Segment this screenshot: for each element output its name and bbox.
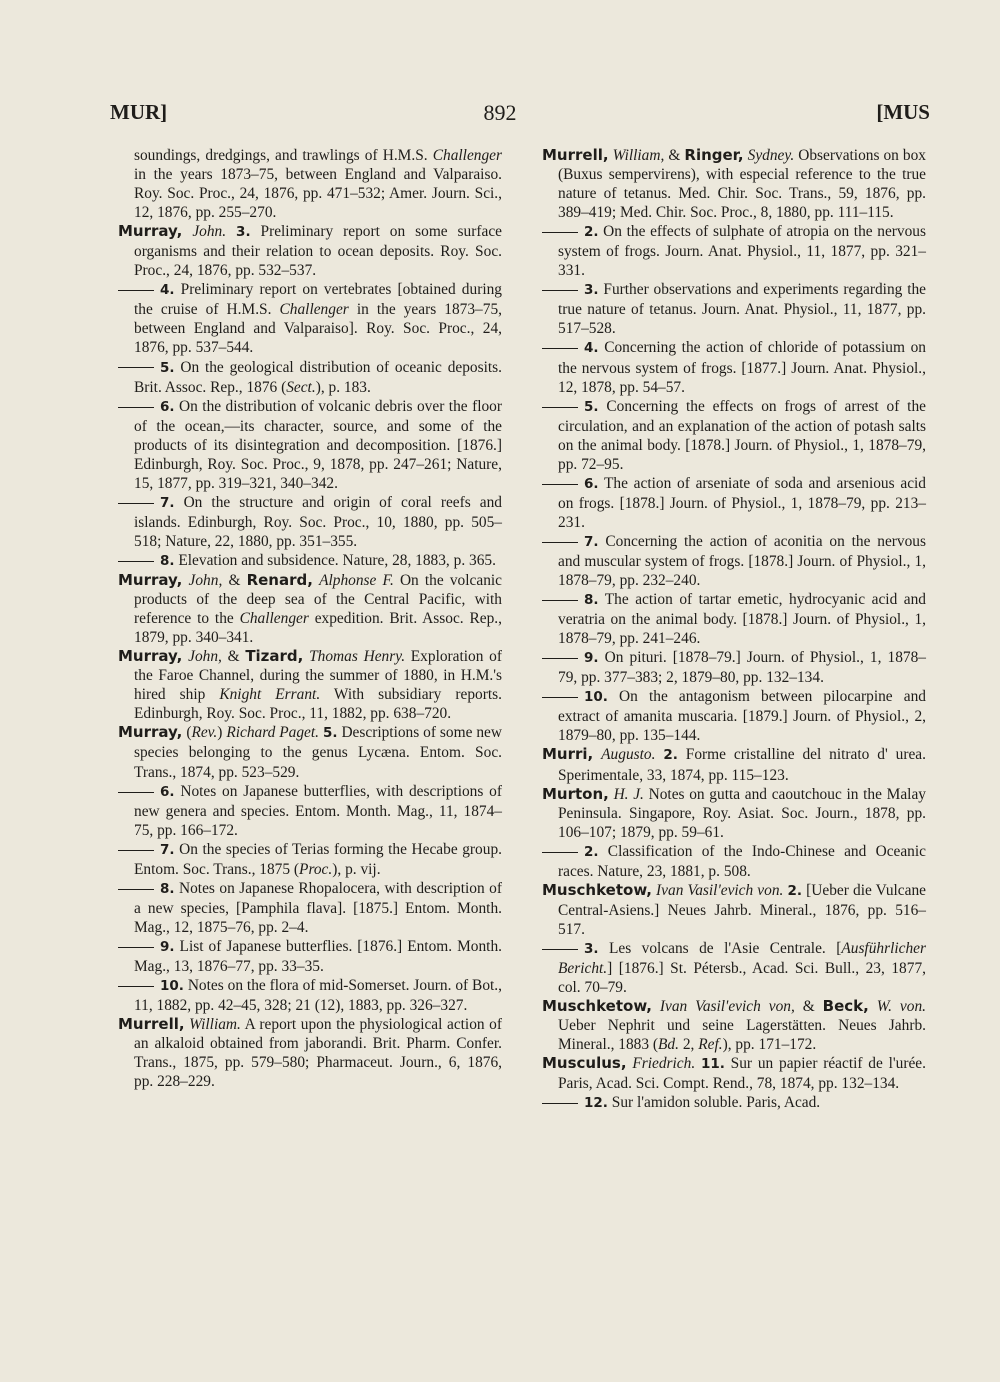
bibliography-entry: 7. On the structure and origin of coral reefs and islands. Edinburgh, Roy. Soc. Proc., 10, 1880, pp. 505–518; Nature, 22, 1880, pp. 351–355. [118,493,502,551]
ditto-dash [118,986,154,987]
ditto-dash [542,600,578,601]
bibliography-entry: 8. The action of tartar emetic, hydrocyanic acid and veratria on the animal body. [1878.] Journ. of Physiol., 1, 1878–79, pp. 241–246. [542,590,926,648]
bibliography-entry: Murrell, William. A report upon the physiological action of an alkaloid obtained from jaborandi. Brit. Pharm. Confer. Trans., 1875, pp. 579–580; Pharmaceut. Journ., 6, 1876, pp. 228–229. [118,1015,502,1091]
bibliography-entry: Murray, (Rev.) Richard Paget. 5. Descriptions of some new species belonging to the genus Lycæna. Entom. Soc. Trans., 1874, pp. 523–529. [118,723,503,781]
page-number: 892 [483,100,517,125]
bibliography-entry: 3. Further observations and experiments regarding the true nature of tetanus. Journ. Anat. Physiol., 11, 1877, pp. 517–528. [542,280,926,338]
ditto-dash [118,850,154,851]
bibliography-entry: 2. On the effects of sulphate of atropia on the nervous system of frogs. Journ. Anat. Physiol., 11, 1877, pp. 321–331. [542,222,926,280]
bibliography-entry: 2. Classification of the Indo-Chinese and Oceanic races. Nature, 23, 1881, p. 508. [542,842,926,881]
bibliography-entry: Muschketow, Ivan Vasil'evich von, & Beck, W. von. Ueber Nephrit und seine Lagerstätten. Neues Jahrb. Mineral., 1883 (Bd. 2, Ref.), pp. 171–172. [542,997,926,1054]
bibliography-entry: 6. On the distribution of volcanic debris over the floor of the ocean,—its character, source, and some of the products of its disintegration and decomposition. [1876.] Edinburgh, Roy. Soc. Proc., 9, 1878, pp. 247–261; Nature, 15, 1877, pp. 319–321, 340–342. [118,397,502,493]
ditto-dash [118,407,154,408]
ditto-dash [542,348,578,349]
ditto-dash [118,889,154,890]
bibliography-entry: 4. Preliminary report on vertebrates [obtained during the cruise of H.M.S. Challenger in the years 1873–75, between England and Valparaiso]. Roy. Soc. Proc., 24, 1876, pp. 537–544. [118,280,502,357]
ditto-dash [118,792,154,793]
bibliography-entry: Murray, John, & Renard, Alphonse F. On the volcanic products of the deep sea of the Central Pacific, with reference to the Challenger expedition. Brit. Assoc. Rep., 1879, pp. 340–341. [118,571,502,647]
ditto-dash [542,658,578,659]
ditto-dash [118,290,154,291]
ditto-dash [118,367,154,368]
running-head-right: [MUS [876,100,930,124]
ditto-dash [542,852,578,853]
bibliography-entry: 7. Concerning the action of aconitia on the nervous and muscular system of frogs. [1878.] Journ. of Physiol., 1, 1878–79, pp. 232–240. [542,532,926,590]
bibliography-entry: 6. The action of arseniate of soda and arsenious acid on frogs. [1878.] Journ. of Physiol., 1, 1878–79, pp. 213–231. [542,474,926,532]
bibliography-entry: Murrell, William, & Ringer, Sydney. Observations on box (Buxus sempervirens), with especial reference to the true nature of tetanus. Med. Chir. Soc. Trans., 59, 1876, pp. 389–419; Med. Chir. Soc. Proc., 8, 1880, pp. 111–115. [542,146,926,222]
entry-continuation: soundings, dredgings, and trawlings of H.M.S. Challenger in the years 1873–75, between England and Valparaiso. Roy. Soc. Proc., 24, 1876, pp. 471–532; Amer. Journ. Sci., 12, 1876, pp. 255–270. [134,147,502,222]
left-column [118,146,502,1091]
bibliography-entry: Murray, John. 3. Preliminary report on some surface organisms and their relation to ocean deposits. Roy. Soc. Proc., 24, 1876, pp. 532–537. [118,222,502,280]
bibliography-entry: 10. Notes on the flora of mid-Somerset. Journ. of Bot., 11, 1882, pp. 42–45, 328; 21 (12), 1883, pp. 326–327. [118,976,502,1015]
bibliography-entry: Musculus, Friedrich. 11. Sur un papier réactif de l'urée. Paris, Acad. Sci. Compt. Rend., 78, 1874, pp. 132–134. [542,1054,926,1093]
bibliography-entry: Murray, John, & Tizard, Thomas Henry. Exploration of the Faroe Channel, during the summer of 1880, in H.M.'s hired ship Knight Errant. With subsidiary reports. Edinburgh, Roy. Soc. Proc., 11, 1882, pp. 638–720. [118,647,502,723]
bibliography-entry: Murri, Augusto. 2. Forme cristalline del nitrato d' urea. Sperimentale, 33, 1874, pp. 115–123. [542,745,926,784]
running-head-left: MUR] [110,100,168,124]
bibliography-entry: 7. On the species of Terias forming the Hecabe group. Entom. Soc. Trans., 1875 (Proc.), p. vij. [118,840,502,879]
bibliography-entry: 9. On pituri. [1878–79.] Journ. of Physiol., 1, 1878–79, pp. 377–383; 2, 1879–80, pp. 132–134. [542,648,926,687]
ditto-dash [118,561,154,562]
bibliography-entry: 4. Concerning the action of chloride of potassium on the nervous system of frogs. [1877.] Journ. Anat. Physiol., 12, 1878, pp. 54–57. [542,338,926,396]
bibliography-entry: 8. Elevation and subsidence. Nature, 28, 1883, p. 365. [118,551,502,571]
bibliography-entry: 3. Les volcans de l'Asie Centrale. [Ausführlicher Bericht.] [1876.] St. Pétersb., Acad. Sci. Bull., 23, 1877, col. 70–79. [542,939,926,997]
bibliography-entry: 10. On the antagonism between pilocarpine and extract of amanita muscaria. [1879.] Journ. of Physiol., 2, 1879–80, pp. 135–144. [542,687,926,745]
bibliography-entry: 9. List of Japanese butterflies. [1876.] Entom. Month. Mag., 13, 1876–77, pp. 33–35. [118,937,502,976]
bibliography-entry: Muschketow, Ivan Vasil'evich von. 2. [Ueber die Vulcane Central-Asiens.] Neues Jahrb. Mineral., 1876, pp. 516–517. [542,880,926,938]
right-column [542,146,926,1113]
ditto-dash [542,542,578,543]
bibliography-entry: 5. Concerning the effects on frogs of arrest of the circulation, and an explanation of the action of potash salts on the animal body. [1878.] Journ. of Physiol., 1, 1878–79, pp. 72–95. [542,397,926,474]
ditto-dash [118,503,154,504]
ditto-dash [118,947,154,948]
bibliography-entry: 5. On the geological distribution of oceanic deposits. Brit. Assoc. Rep., 1876 (Sect.), p. 183. [118,358,502,397]
ditto-dash [542,697,578,698]
ditto-dash [542,949,578,950]
ditto-dash [542,1103,578,1104]
bibliography-entry: 8. Notes on Japanese Rhopalocera, with description of a new species, [Pamphila flava]. [1875.] Entom. Month. Mag., 12, 1875–76, pp. 2–4. [118,879,502,937]
bibliography-entry: 6. Notes on Japanese butterflies, with descriptions of new genera and species. Entom. Month. Mag., 11, 1874–75, pp. 166–172. [118,782,502,840]
ditto-dash [542,232,578,233]
ditto-dash [542,290,578,291]
ditto-dash [542,407,578,408]
bibliography-entry: 12. Sur l'amidon soluble. Paris, Acad. [542,1093,926,1113]
bibliography-entry: Murton, H. J. Notes on gutta and caoutchouc in the Malay Peninsula. Singapore, Roy. Asiat. Soc. Journ., 1878, pp. 106–107; 1879, pp. 59–61. [542,784,926,841]
ditto-dash [542,484,578,485]
